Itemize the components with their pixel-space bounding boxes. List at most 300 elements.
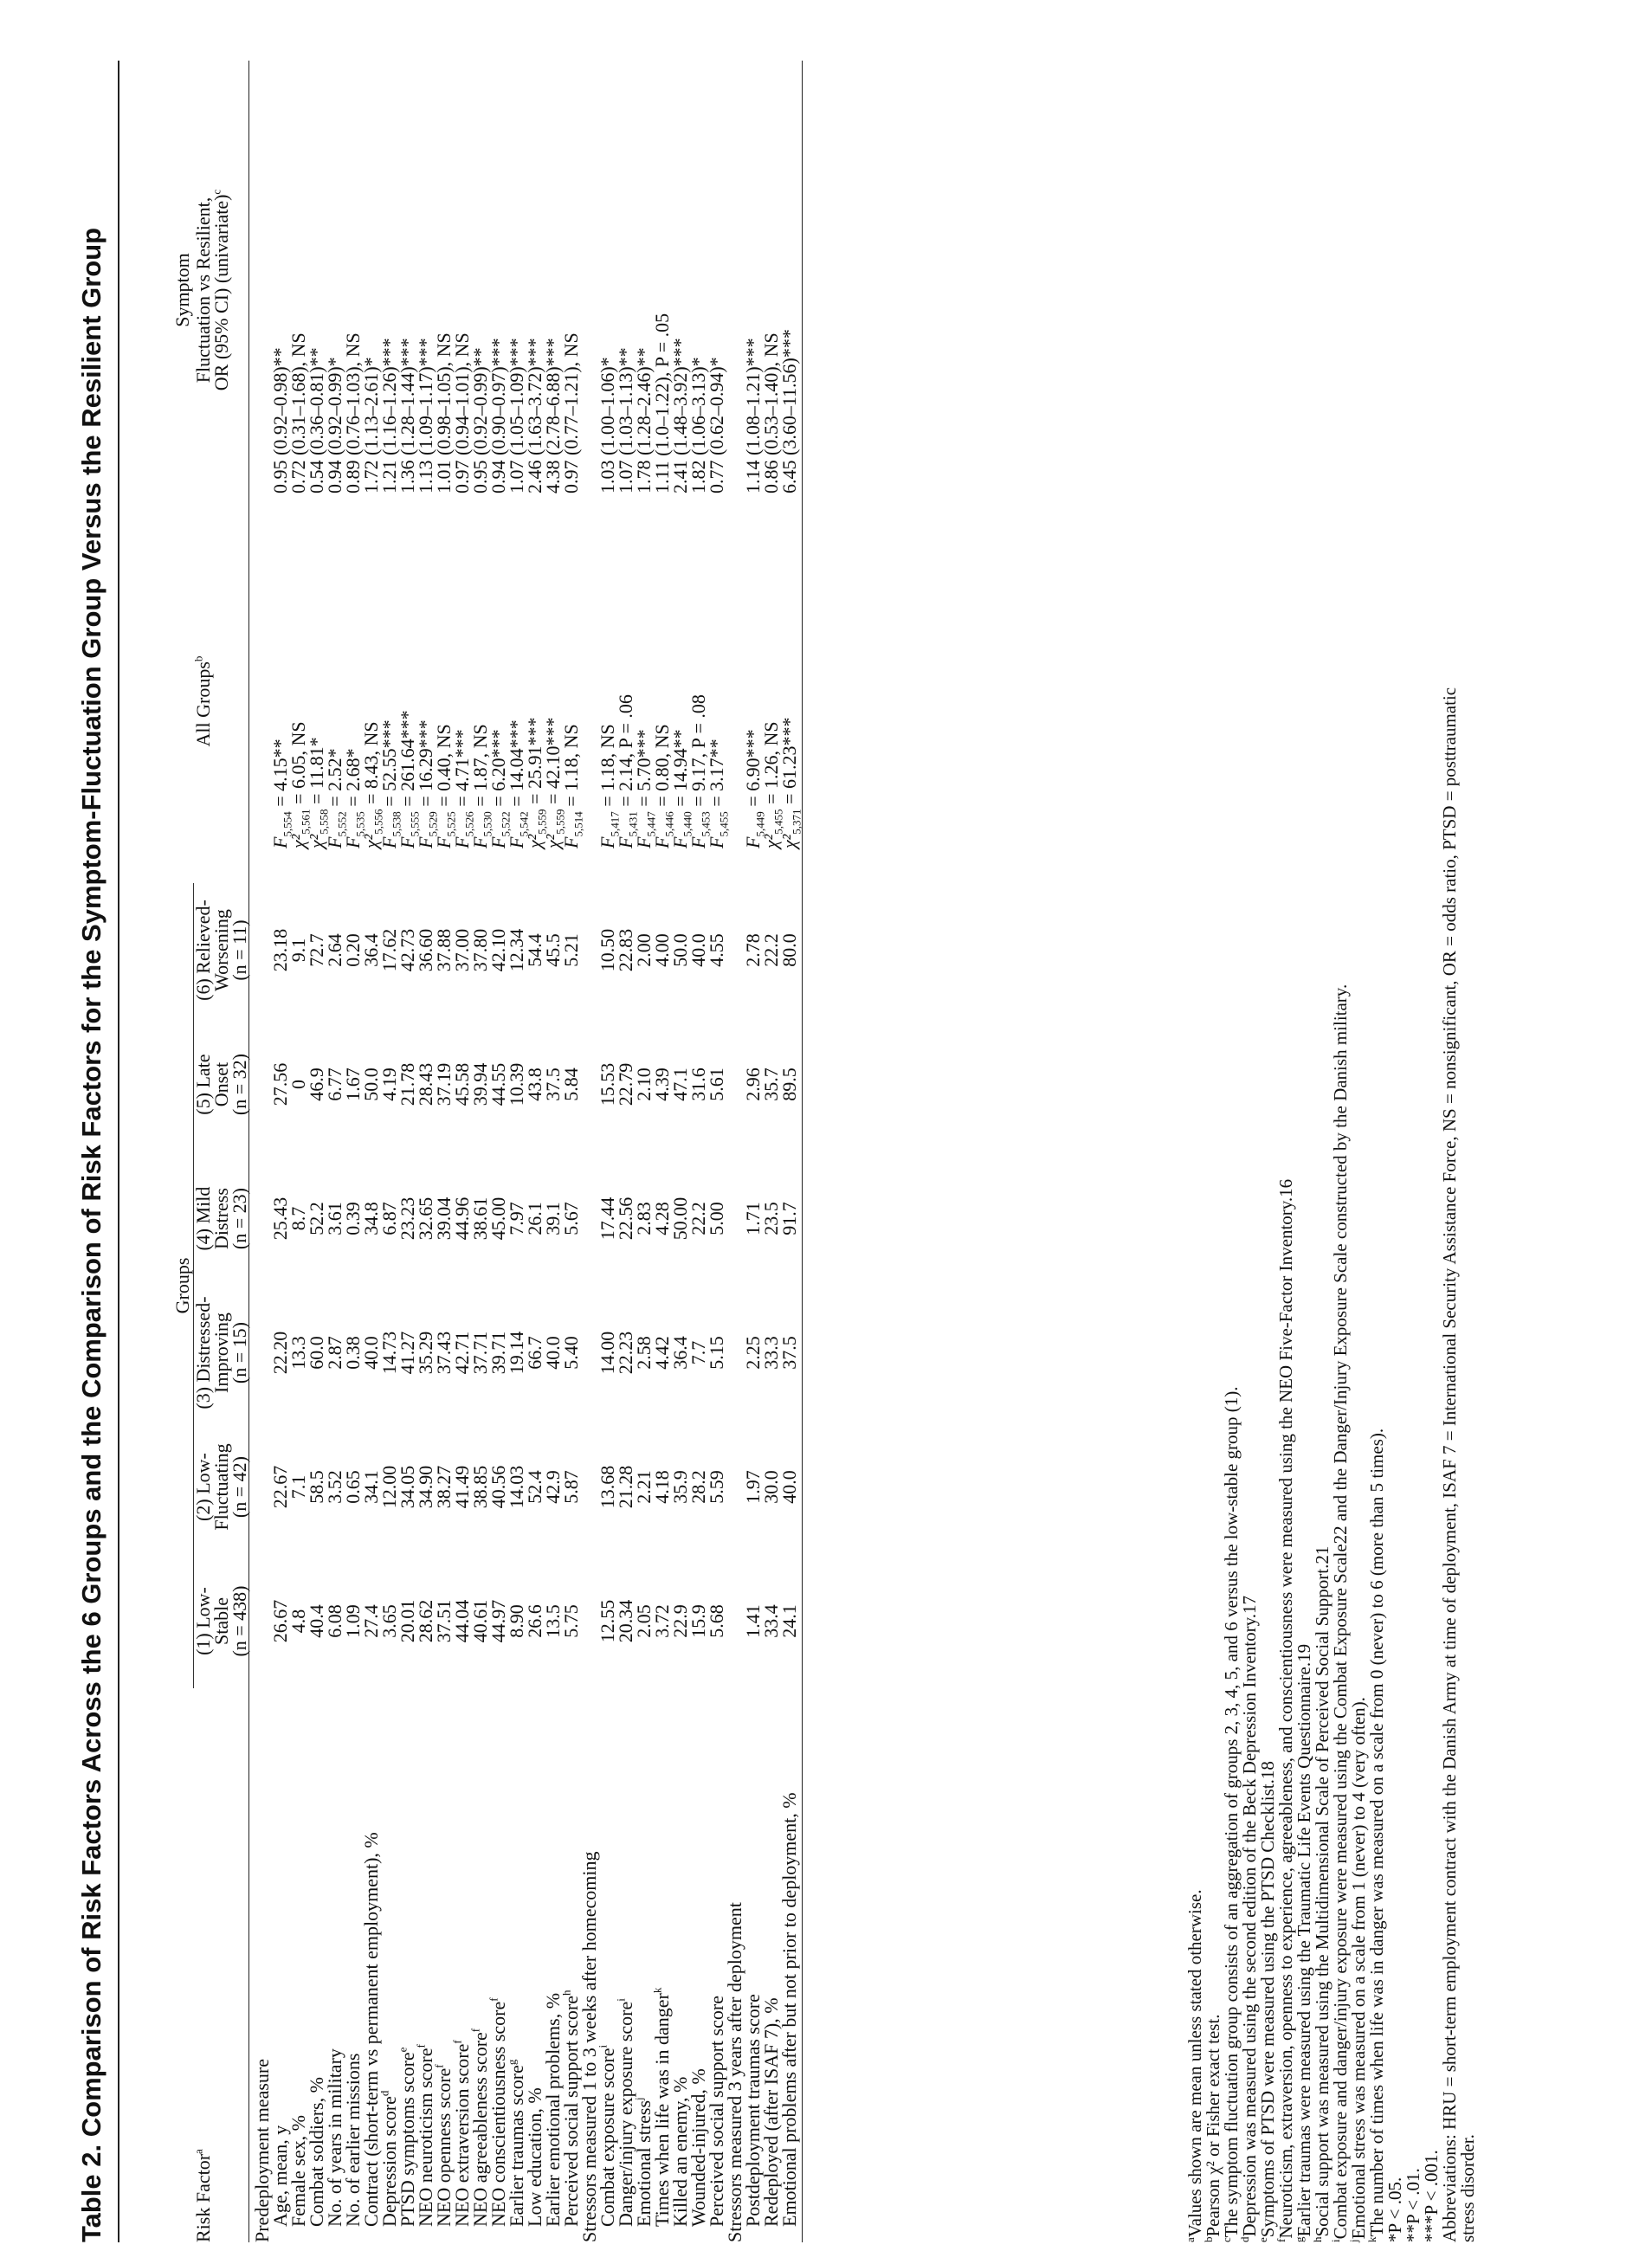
group-value: 5.21 (560, 933, 582, 967)
or-header-l1: Symptom (171, 253, 193, 327)
stat-symbol: F (487, 836, 509, 848)
group-value: 42.73 (397, 928, 418, 972)
group-value: 58.5 (306, 1470, 327, 1504)
row-label: Danger/injury exposure score (615, 2001, 636, 2227)
row-label-sup: e (396, 2047, 410, 2053)
group-value: 23.18 (269, 928, 291, 972)
group-value: 5.59 (706, 1470, 727, 1504)
stat-symbol: F (506, 836, 527, 848)
group-value: 38.27 (433, 1465, 455, 1509)
stat-df: 5,449 (753, 811, 767, 837)
table-row (780, 61, 798, 2242)
row-label: NEO neuroticism score (415, 2048, 436, 2227)
footnote-text: Combat exposure and danger/injury exposure were measured using the Combat Exposure Scale22 and the Danger/Injury Exposure Scale constructed by the Danish military. (1330, 984, 1351, 2240)
group-value: 1.97 (742, 1470, 764, 1504)
group-value: 46.9 (306, 1067, 327, 1101)
footnote-marker: e (1256, 2237, 1269, 2242)
group-value: 2.83 (633, 1202, 655, 1235)
footnote (1256, 61, 1278, 2242)
group-value: 26.6 (524, 1604, 545, 1638)
row-label: Earlier traumas score (506, 2065, 527, 2227)
footnote-text: Symptoms of PTSD were measured using the PTSD Checklist.18 (1257, 1761, 1278, 2238)
group-value: 72.7 (306, 933, 327, 967)
group-value: 2.25 (742, 1336, 764, 1370)
group-col-header (194, 1286, 248, 1420)
stat-df: 5,440 (681, 811, 694, 837)
stat-symbol: χ² (760, 834, 782, 848)
stat-df: 5,558 (317, 809, 331, 835)
odds-ratio: 1.07 (1.03–1.13)** (615, 347, 636, 493)
stat-df: 5,535 (353, 811, 367, 837)
odds-ratio: 1.13 (1.09–1.17)*** (415, 338, 436, 493)
footnote-text: Pearson χ² or Fisher exact test. (1203, 2014, 1223, 2237)
group-value: 15.53 (597, 1062, 618, 1106)
footnote-text: The number of times when life was in danger was measured on a scale from 0 (never) to 6 (more than 5 times). (1366, 1428, 1387, 2237)
stat-value: = 8.43, NS (360, 721, 382, 809)
stat-symbol: F (324, 836, 345, 848)
table-row (398, 61, 416, 2242)
group-value: 42.10 (487, 928, 509, 972)
footnotes (1186, 61, 1477, 2242)
group-col-header-l3: (n = 32) (229, 1054, 250, 1116)
group-value: 45.5 (542, 933, 564, 967)
table-row (526, 61, 544, 2242)
group-value: 10.50 (597, 928, 618, 972)
group-value: 47.1 (669, 1067, 691, 1101)
stat-symbol: F (669, 836, 691, 848)
group-value: 2.64 (324, 933, 345, 967)
odds-ratio: 1.36 (1.28–1.44)*** (397, 338, 418, 493)
group-value: 28.2 (687, 1470, 709, 1504)
group-value: 39.94 (469, 1062, 491, 1106)
group-col-header-l3: (n = 23) (229, 1188, 250, 1250)
group-value: 28.62 (415, 1599, 436, 1643)
footnote-text: *P < .05. (1384, 2177, 1405, 2242)
group-value: 2.00 (633, 933, 655, 967)
table-row (544, 61, 562, 2242)
table-row (489, 61, 507, 2242)
group-value: 12.55 (597, 1599, 618, 1643)
group-value: 26.67 (269, 1599, 291, 1643)
group-value: 15.9 (687, 1604, 709, 1638)
group-value: 5.68 (706, 1604, 727, 1638)
stat-df: 5,561 (299, 809, 313, 835)
group-value: 44.04 (451, 1599, 473, 1643)
odds-ratio: 0.97 (0.94–1.01), NS (451, 332, 473, 493)
group-value: 5.61 (706, 1067, 727, 1101)
stat-df: 5,556 (371, 809, 385, 835)
stat-df: 5,417 (608, 811, 622, 837)
group-value: 40.61 (469, 1599, 491, 1643)
group-value: 36.60 (415, 928, 436, 972)
group-value: 52.2 (306, 1202, 327, 1235)
footnote (1386, 61, 1404, 2242)
stat-df: 5,371 (790, 809, 803, 835)
group-value: 34.90 (415, 1465, 436, 1509)
group-value: 2.05 (633, 1604, 655, 1638)
group-value: 44.55 (487, 1062, 509, 1106)
stat-symbol: χ² (287, 834, 309, 848)
odds-ratio: 1.01 (0.98–1.05), NS (433, 332, 455, 493)
group-value: 37.19 (433, 1062, 455, 1106)
row-label: NEO agreeableness score (469, 2032, 491, 2227)
footnote (1404, 61, 1423, 2242)
group-value: 45.00 (487, 1196, 509, 1241)
group-value: 22.83 (615, 928, 636, 972)
footnote-text: stress disorder. (1457, 2134, 1478, 2242)
footnote (1423, 61, 1441, 2242)
stat-symbol: χ² (360, 834, 382, 848)
footnote (1186, 61, 1204, 2242)
group-value: 23.23 (397, 1196, 418, 1241)
group-value: 0.20 (342, 933, 364, 967)
row-label: Times when life was in danger (651, 1993, 673, 2227)
group-value: 25.43 (269, 1196, 291, 1241)
group-value: 66.7 (524, 1336, 545, 1370)
all-groups-sup: b (191, 655, 205, 662)
odds-ratio: 1.82 (1.06–3.13)* (687, 357, 709, 493)
risk-factor-table (173, 61, 803, 2242)
group-value: 40.4 (306, 1604, 327, 1638)
group-value: 22.2 (687, 1202, 709, 1235)
table-row (362, 61, 380, 2242)
group-value: 36.4 (669, 1336, 691, 1370)
stat-value: = 1.87, NS (469, 724, 491, 812)
group-value: 44.96 (451, 1196, 473, 1241)
group-value: 21.28 (615, 1465, 636, 1509)
group-col-header-l1: (5) Late (192, 1054, 214, 1115)
table-row (562, 61, 580, 2242)
group-value: 38.61 (469, 1196, 491, 1241)
odds-ratio: 0.97 (0.77–1.21), NS (560, 332, 582, 493)
stat-df: 5,447 (644, 811, 658, 837)
group-value: 14.00 (597, 1331, 618, 1375)
stat-value: = 14.94** (669, 729, 691, 812)
group-value: 3.65 (378, 1604, 400, 1638)
group-value: 21.78 (397, 1062, 418, 1106)
group-value: 3.61 (324, 1202, 345, 1235)
group-value: 5.15 (706, 1336, 727, 1370)
group-value: 1.41 (742, 1604, 764, 1638)
stat-value: = 5.70*** (633, 729, 655, 812)
row-label-sup: i (596, 2044, 610, 2048)
footnote-marker: j (1347, 2239, 1360, 2242)
group-col-header-l3: (n = 11) (229, 919, 250, 981)
group-value: 17.62 (378, 928, 400, 972)
row-label-sup: k (650, 1987, 664, 1994)
odds-ratio: 0.95 (0.92–0.98)** (269, 347, 291, 493)
group-value: 10.39 (506, 1062, 527, 1106)
footnote (1238, 61, 1260, 2242)
group-value: 0.65 (342, 1470, 364, 1504)
row-label-sup: f (487, 1997, 500, 2002)
group-value: 22.23 (615, 1331, 636, 1375)
stat-value: = 1.18, NS (597, 724, 618, 812)
row-label: No. of years in military (324, 2048, 345, 2227)
stat-value: = 16.29*** (415, 719, 436, 812)
group-value: 54.4 (524, 933, 545, 967)
group-col-header-l1: (3) Distressed- (192, 1296, 214, 1409)
group-value: 33.3 (760, 1336, 782, 1370)
row-label: Combat soldiers, % (306, 2077, 327, 2227)
group-value: 19.14 (506, 1331, 527, 1375)
odds-ratio: 1.78 (1.28–2.46)** (633, 347, 655, 493)
table-row (671, 61, 689, 2242)
group-value: 22.2 (760, 933, 782, 967)
table-row (344, 61, 362, 2242)
group-value: 5.75 (560, 1604, 582, 1638)
stat-value: = 25.91*** (524, 717, 545, 809)
table-row (635, 61, 653, 2242)
stat-symbol: χ² (524, 834, 545, 848)
group-col-header-l3: (n = 438) (229, 1585, 250, 1657)
stat-df: 5,538 (390, 811, 403, 837)
odds-ratio: 0.94 (0.90–0.97)*** (487, 338, 509, 493)
group-value: 2.87 (324, 1336, 345, 1370)
row-label-sup: d (378, 2090, 391, 2097)
group-value: 12.00 (378, 1465, 400, 1509)
group-col-header (194, 1554, 248, 1688)
group-value: 34.1 (360, 1470, 382, 1504)
section-heading-row (253, 61, 271, 2242)
row-label: Wounded-injured, % (687, 2068, 709, 2227)
group-value: 45.58 (451, 1062, 473, 1106)
group-value: 4.39 (651, 1067, 673, 1101)
row-label: Redeployed (after ISAF 7), % (760, 1997, 782, 2227)
stat-value: = 261.64*** (397, 710, 418, 812)
stat-value: = 61.23*** (778, 717, 800, 809)
group-value: 0.39 (342, 1202, 364, 1235)
row-label-sup: f (468, 2028, 482, 2033)
group-value: 42.71 (451, 1331, 473, 1375)
stat-df: 5,453 (699, 811, 713, 837)
group-value: 27.4 (360, 1604, 382, 1638)
group-value: 80.0 (778, 933, 800, 967)
group-value: 24.1 (778, 1604, 800, 1638)
group-value: 41.27 (397, 1331, 418, 1375)
group-value: 34.8 (360, 1202, 382, 1235)
group-value: 13.5 (542, 1604, 564, 1638)
table-row (744, 61, 762, 2242)
footnote (1365, 61, 1387, 2242)
group-value: 5.87 (560, 1470, 582, 1504)
row-label-sup: g (505, 2059, 519, 2066)
stat-symbol: F (269, 836, 291, 848)
risk-factor-header: Risk Factor (191, 2153, 214, 2242)
group-col-header (194, 1151, 248, 1286)
group-value: 89.5 (778, 1067, 800, 1101)
group-value: 5.00 (706, 1202, 727, 1235)
group-value: 5.40 (560, 1336, 582, 1370)
footnote (1295, 61, 1313, 2242)
stat-symbol: F (615, 836, 636, 848)
odds-ratio: 2.41 (1.48–3.92)*** (669, 338, 691, 493)
stat-symbol: F (433, 836, 455, 848)
footnote (1347, 61, 1369, 2242)
footnote-marker: i (1329, 2239, 1342, 2242)
table-row (707, 61, 726, 2242)
row-label: Postdeployment traumas score (742, 1994, 764, 2227)
footnote-text: **P < .01. (1403, 2168, 1423, 2242)
stat-value: = 42.10*** (542, 717, 564, 809)
group-value: 30.0 (760, 1470, 782, 1504)
stat-df: 5,559 (553, 809, 567, 835)
table-row (689, 61, 707, 2242)
row-label: Female sex, % (287, 2115, 309, 2227)
odds-ratio: 6.45 (3.60–11.56)*** (778, 329, 800, 493)
row-label: Low education, % (524, 2087, 545, 2227)
footnote-text: Social support was measured using the Multidimensional Scale of Perceived Social Support.21 (1312, 1545, 1333, 2237)
odds-ratio: 0.72 (0.31–1.68), NS (287, 332, 309, 493)
footnote-marker: f (1274, 2238, 1287, 2242)
row-label-sup: f (450, 2040, 464, 2044)
stat-value: = 6.20*** (487, 729, 509, 812)
row-label: Combat exposure score (597, 2048, 618, 2227)
footnote (1441, 61, 1459, 2242)
group-value: 7.7 (687, 1340, 709, 1365)
row-label: Contract (short-term vs permanent employment), % (360, 1832, 382, 2227)
stat-value: = 11.81* (306, 737, 327, 809)
group-value: 7.97 (506, 1202, 527, 1235)
group-value: 17.44 (597, 1196, 618, 1241)
group-value: 1.09 (342, 1604, 364, 1638)
table-title: Table 2. Comparison of Risk Factors Across the 6 Groups and the Comparison of Risk Factors for the Symptom-Fluctuation Group Versus the Resilient Group (76, 227, 106, 2242)
group-value: 0 (287, 1080, 309, 1089)
table-row (453, 61, 471, 2242)
group-value: 6.87 (378, 1202, 400, 1235)
stat-df: 5,552 (335, 811, 349, 837)
table-row (598, 61, 616, 2242)
row-label-sup: f (432, 2064, 446, 2068)
group-value: 37.51 (433, 1599, 455, 1643)
stat-value: = 52.55*** (378, 719, 400, 812)
stat-symbol: F (378, 836, 400, 848)
group-value: 40.56 (487, 1465, 509, 1509)
footnote-marker: d (1238, 2236, 1251, 2242)
row-label: Killed an enemy, % (669, 2076, 691, 2227)
row-label: Earlier emotional problems, % (542, 1992, 564, 2227)
row-label: NEO extraversion score (451, 2043, 473, 2227)
section-heading-row (580, 61, 598, 2242)
group-value: 37.80 (469, 928, 491, 972)
group-value: 20.34 (615, 1599, 636, 1643)
section-heading: Predeployment measure (251, 2059, 273, 2242)
table-row (416, 61, 435, 2242)
footnote (1313, 61, 1332, 2242)
table-row (380, 61, 398, 2242)
footnote (1204, 61, 1223, 2242)
group-value: 37.88 (433, 928, 455, 972)
risk-factor-sup: a (191, 2149, 205, 2154)
group-value: 4.00 (651, 933, 673, 967)
stat-df: 5,455 (771, 809, 785, 835)
row-label: NEO conscientiousness score (487, 2001, 509, 2227)
group-value: 7.1 (287, 1474, 309, 1500)
row-label: No. of earlier missions (342, 2053, 364, 2227)
table-row (307, 61, 326, 2242)
stat-df: 5,514 (571, 811, 585, 837)
group-value: 4.28 (651, 1202, 673, 1235)
group-value: 35.9 (669, 1470, 691, 1504)
row-label: Emotional stress (633, 2099, 655, 2227)
odds-ratio: 0.94 (0.92–0.99)* (324, 357, 345, 493)
footnote-text: ***P < .001. (1421, 2150, 1442, 2242)
group-value: 5.84 (560, 1067, 582, 1101)
table-row (653, 61, 671, 2242)
odds-ratio: 0.95 (0.92–0.99)** (469, 347, 491, 493)
group-value: 4.19 (378, 1067, 400, 1101)
row-label: Emotional problems after but not prior to deployment, % (778, 1792, 800, 2227)
group-col-header-l2: Worsening (210, 909, 232, 991)
table-row (289, 61, 307, 2242)
group-value: 38.85 (469, 1465, 491, 1509)
odds-ratio: 1.07 (1.05–1.09)*** (506, 338, 527, 493)
group-value: 37.00 (451, 928, 473, 972)
group-col-header-l1: (1) Low- (192, 1587, 214, 1655)
group-value: 26.1 (524, 1202, 545, 1235)
group-value: 4.55 (706, 933, 727, 967)
group-value: 2.58 (633, 1336, 655, 1370)
stat-value: = 1.18, NS (560, 724, 582, 812)
group-value: 37.43 (433, 1331, 455, 1375)
stat-symbol: F (415, 836, 436, 848)
table-row (507, 61, 526, 2242)
stat-value: = 2.52* (324, 748, 345, 812)
group-col-header-l3: (n = 42) (229, 1456, 250, 1519)
or-header-l2: Fluctuation vs Resilient, (191, 197, 214, 384)
group-value: 14.03 (506, 1465, 527, 1509)
row-label: PTSD symptoms score (397, 2052, 418, 2227)
stat-df: 5,446 (662, 811, 676, 837)
stat-df: 5,525 (444, 811, 458, 837)
group-col-header-l2: Fluctuating (210, 1443, 232, 1531)
group-value: 50.0 (360, 1067, 382, 1101)
group-value: 50.00 (669, 1196, 691, 1241)
footnote-marker: g (1293, 2236, 1306, 2242)
footnote (1459, 61, 1477, 2242)
stat-value: = 4.71*** (451, 729, 473, 812)
odds-ratio: 4.38 (2.78–6.88)*** (542, 338, 564, 493)
stat-symbol: F (469, 836, 491, 848)
group-value: 3.72 (651, 1604, 673, 1638)
stat-symbol: χ² (778, 834, 800, 848)
group-value: 6.08 (324, 1604, 345, 1638)
row-label-sup: i (614, 1998, 628, 2002)
group-value: 44.97 (487, 1599, 509, 1643)
stat-value: = 14.04*** (506, 719, 527, 812)
stat-value: = 6.90*** (742, 729, 764, 812)
footnote-marker: k (1365, 2236, 1378, 2242)
group-value: 37.71 (469, 1331, 491, 1375)
stat-symbol: F (397, 836, 418, 848)
table-row (471, 61, 489, 2242)
stat-df: 5,542 (517, 811, 531, 837)
stat-df: 5,431 (626, 811, 640, 837)
stat-symbol: χ² (306, 834, 327, 848)
stat-symbol: F (451, 836, 473, 848)
stat-symbol: F (597, 836, 618, 848)
footnote-marker: a (1184, 2237, 1197, 2242)
stat-value: = 1.26, NS (760, 721, 782, 809)
footnote (1329, 61, 1351, 2242)
group-value: 22.9 (669, 1604, 691, 1638)
group-value: 28.43 (415, 1062, 436, 1106)
group-value: 12.34 (506, 928, 527, 972)
section-heading: Stressors measured 3 years after deployment (724, 1902, 745, 2242)
stat-df: 5,530 (481, 811, 494, 837)
odds-ratio: 1.14 (1.08–1.21)*** (742, 338, 764, 493)
group-value: 8.7 (287, 1206, 309, 1231)
